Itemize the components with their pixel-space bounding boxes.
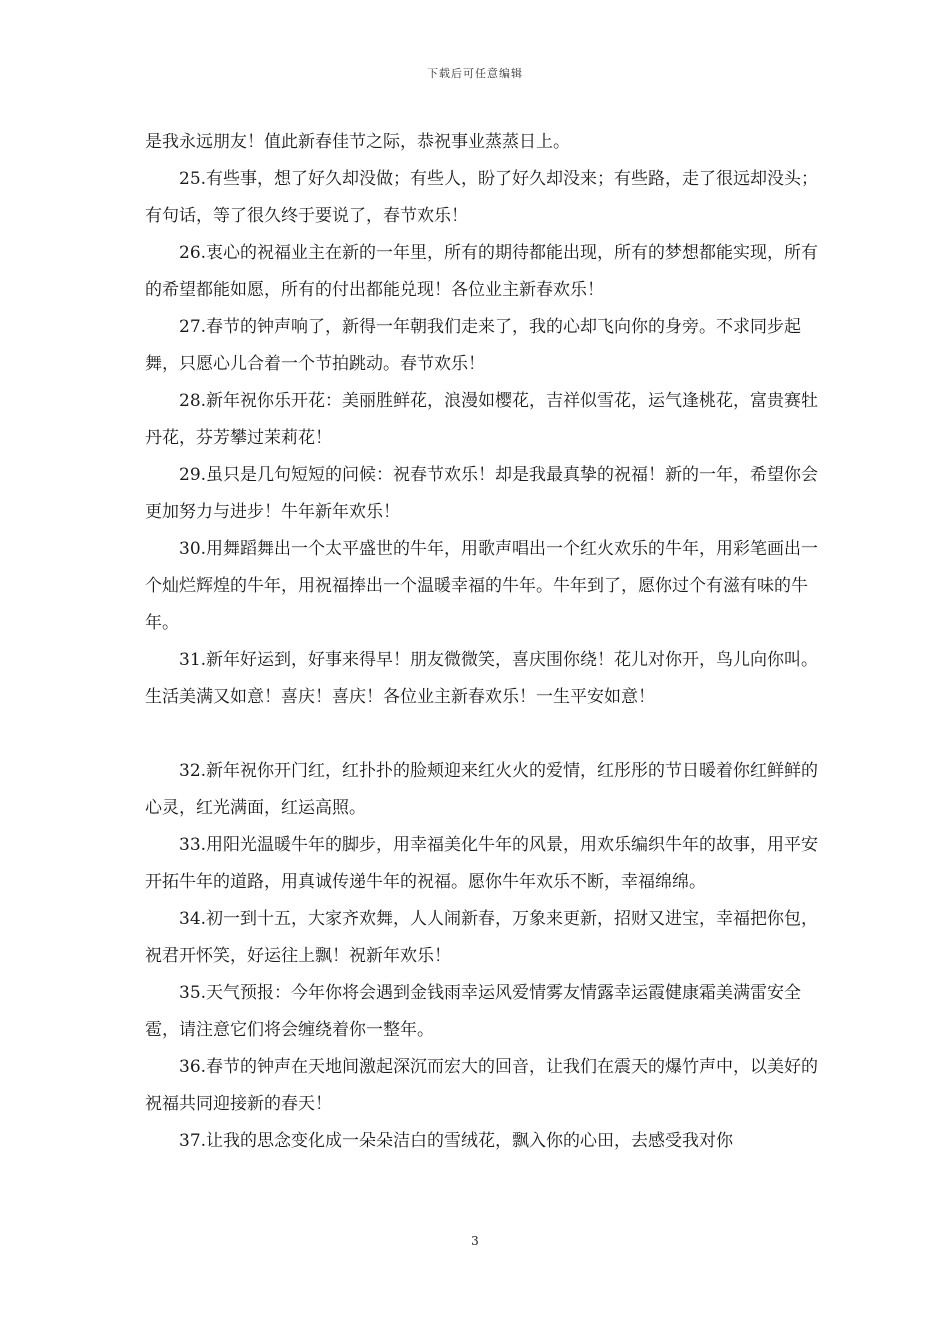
paragraph-36: 36.春节的钟声在天地间激起深沉而宏大的回音，让我们在震天的爆竹声中，以美好的祝福共同迎接新的春天！ xyxy=(145,1057,819,1114)
page-number: 3 xyxy=(471,1234,479,1248)
paragraph-26: 26.衷心的祝福业主在新的一年里，所有的期待都能出现，所有的梦想都能实现，所有的希望都能如愿，所有的付出都能兑现！各位业主新春欢乐！ xyxy=(145,243,819,300)
paragraph-31: 31.新年好运到，好事来得早！朋友微微笑，喜庆围你绕！花儿对你开，鸟儿向你叫。生活美满又如意！喜庆！喜庆！各位业主新春欢乐！一生平安如意！ xyxy=(145,650,819,707)
paragraph-continuation: 是我永远朋友！值此新春佳节之际，恭祝事业蒸蒸日上。 xyxy=(145,132,570,152)
paragraph-28: 28.新年祝你乐开花：美丽胜鲜花，浪漫如樱花，吉祥似雪花，运气逢桃花，富贵赛牡丹花，芬芳攀过茉莉花！ xyxy=(145,391,819,448)
paragraph-35: 35.天气预报：今年你将会遇到金钱雨幸运风爱情雾友情露幸运霞健康霜美满雷安全雹，请注意它们将会缠绕着你一整年。 xyxy=(145,983,802,1040)
document-body xyxy=(145,124,825,1160)
paragraph-29: 29.虽只是几句短短的问候：祝春节欢乐！却是我最真挚的祝福！新的一年，希望你会更加努力与进步！牛年新年欢乐！ xyxy=(145,465,819,522)
paragraph-30: 30.用舞蹈舞出一个太平盛世的牛年，用歌声唱出一个红火欢乐的牛年，用彩笔画出一个灿烂辉煌的牛年，用祝福捧出一个温暖幸福的牛年。牛年到了，愿你过个有滋有味的牛年。 xyxy=(145,539,819,633)
paragraph-27: 27.春节的钟声响了，新得一年朝我们走来了，我的心却飞向你的身旁。不求同步起舞，只愿心儿合着一个节拍跳动。春节欢乐！ xyxy=(145,317,802,374)
page-header: 下载后可任意编辑 xyxy=(427,67,523,80)
paragraph-34: 34.初一到十五，大家齐欢舞，人人闹新春，万象来更新，招财又进宝，幸福把你包，祝君开怀笑，好运往上飘！祝新年欢乐！ xyxy=(145,909,819,966)
paragraph-37: 37.让我的思念变化成一朵朵洁白的雪绒花，飘入你的心田，去感受我对你 xyxy=(179,1131,734,1151)
blank-line xyxy=(145,716,825,753)
paragraph-33: 33.用阳光温暖牛年的脚步，用幸福美化牛年的风景，用欢乐编织牛年的故事，用平安开拓牛年的道路，用真诚传递牛年的祝福。愿你牛年欢乐不断，幸福绵绵。 xyxy=(145,835,819,892)
paragraph-25: 25.有些事，想了好久却没做；有些人，盼了好久却没来；有些路，走了很远却没头；有句话，等了很久终于要说了，春节欢乐！ xyxy=(145,169,819,226)
paragraph-32: 32.新年祝你开门红，红扑扑的脸颊迎来红火火的爱情，红彤彤的节日暖着你红鲜鲜的心灵，红光满面，红运高照。 xyxy=(145,761,819,818)
